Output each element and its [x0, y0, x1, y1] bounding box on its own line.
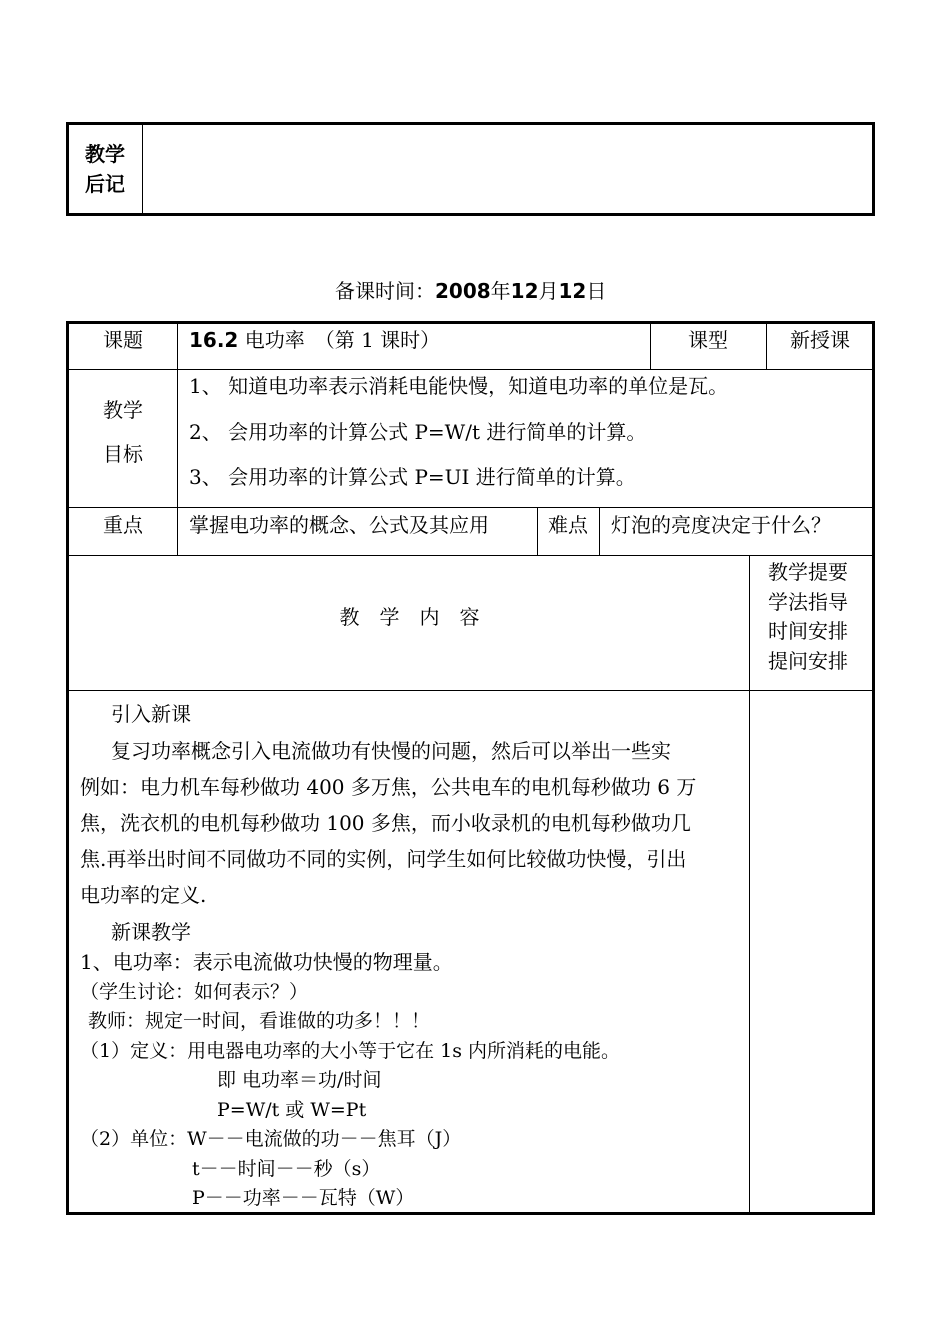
- col-divider: [537, 507, 538, 555]
- key-label: 重点: [103, 513, 143, 537]
- row-divider: [66, 369, 875, 370]
- intro-line: 例如：电力机车每秒做功 400 多万焦，公共电车的电机每秒做功 6 万: [80, 775, 697, 799]
- prep-time-month-unit: 月: [538, 279, 559, 303]
- side-header-item: 学法指导: [768, 590, 848, 614]
- side-header-item: 教学提要: [768, 560, 848, 584]
- postscript-divider: [142, 124, 143, 214]
- content-header: 教 学 内 容: [339, 605, 480, 629]
- content-line: （学生讨论：如何表示？）: [80, 981, 309, 1003]
- side-header-item: 提问安排: [768, 649, 848, 673]
- prep-time-day-unit: 日: [586, 279, 607, 303]
- goals-label-line1: 教学: [103, 398, 143, 422]
- postscript-table: [66, 122, 875, 216]
- intro-line: 焦.再举出时间不同做功不同的实例，问学生如何比较做功快慢，引出: [80, 847, 687, 871]
- key-value: 掌握电功率的概念、公式及其应用: [189, 513, 489, 537]
- row-divider: [66, 555, 875, 556]
- content-line: P－－功率－－瓦特（W）: [192, 1187, 415, 1209]
- lesson-table: [66, 321, 875, 1215]
- intro-line: 焦，洗衣机的电机每秒做功 100 多焦，而小收录机的电机每秒做功几: [80, 811, 691, 835]
- intro-line: 复习功率概念引入电流做功有快慢的问题，然后可以举出一些实: [111, 739, 671, 763]
- intro-heading: 引入新课: [111, 702, 191, 726]
- goal-item: 1、 知道电功率表示消耗电能快慢，知道电功率的单位是瓦。: [189, 374, 729, 398]
- col-divider: [650, 322, 651, 369]
- type-value: 新授课: [790, 328, 850, 352]
- prep-time-month: 12: [510, 279, 539, 303]
- goal-item: 3、 会用功率的计算公式 P=UI 进行简单的计算。: [189, 465, 636, 489]
- goal-item: 2、 会用功率的计算公式 P=W/t 进行简单的计算。: [189, 420, 647, 444]
- col-divider: [749, 555, 750, 1214]
- prep-time-day: 12: [558, 279, 587, 303]
- content-line: （1）定义：用电器电功率的大小等于它在 1s 内所消耗的电能。: [80, 1040, 621, 1062]
- difficulty-label: 难点: [548, 513, 588, 537]
- topic-number: 16.2: [189, 328, 239, 352]
- postscript-label-line2: 后记: [85, 172, 125, 196]
- content-line: 教师：规定一时间，看谁做的功多！！！: [88, 1010, 431, 1032]
- row-divider: [66, 507, 875, 508]
- goals-label-line2: 目标: [103, 442, 143, 466]
- col-divider: [766, 322, 767, 369]
- side-header-item: 时间安排: [768, 619, 848, 643]
- topic-label: 课题: [103, 328, 143, 352]
- col-divider: [599, 507, 600, 555]
- content-line: （2）单位：W－－电流做的功－－焦耳（J）: [80, 1128, 462, 1150]
- prep-time-year: 2008: [435, 279, 491, 303]
- topic-value: [189, 328, 440, 352]
- postscript-label-line1: 教学: [85, 142, 125, 166]
- content-line: t－－时间－－秒（s）: [192, 1158, 381, 1180]
- row-divider: [66, 690, 875, 691]
- type-label: 课型: [688, 328, 728, 352]
- new-lesson-heading: 新课教学: [111, 920, 191, 944]
- intro-line: 电功率的定义.: [80, 883, 207, 907]
- content-line: 1、电功率：表示电流做功快慢的物理量。: [80, 950, 453, 974]
- difficulty-value: 灯泡的亮度决定于什么？: [611, 513, 831, 537]
- topic-title: 电功率 （第 1 课时）: [244, 328, 441, 352]
- prep-time: [335, 279, 606, 303]
- content-line: 即 电功率＝功/时间: [217, 1069, 382, 1091]
- col-divider: [177, 322, 178, 555]
- prep-time-prefix: 备课时间：: [335, 279, 435, 303]
- content-line: P=W/t 或 W=Pt: [217, 1099, 367, 1121]
- prep-time-year-unit: 年: [490, 279, 511, 303]
